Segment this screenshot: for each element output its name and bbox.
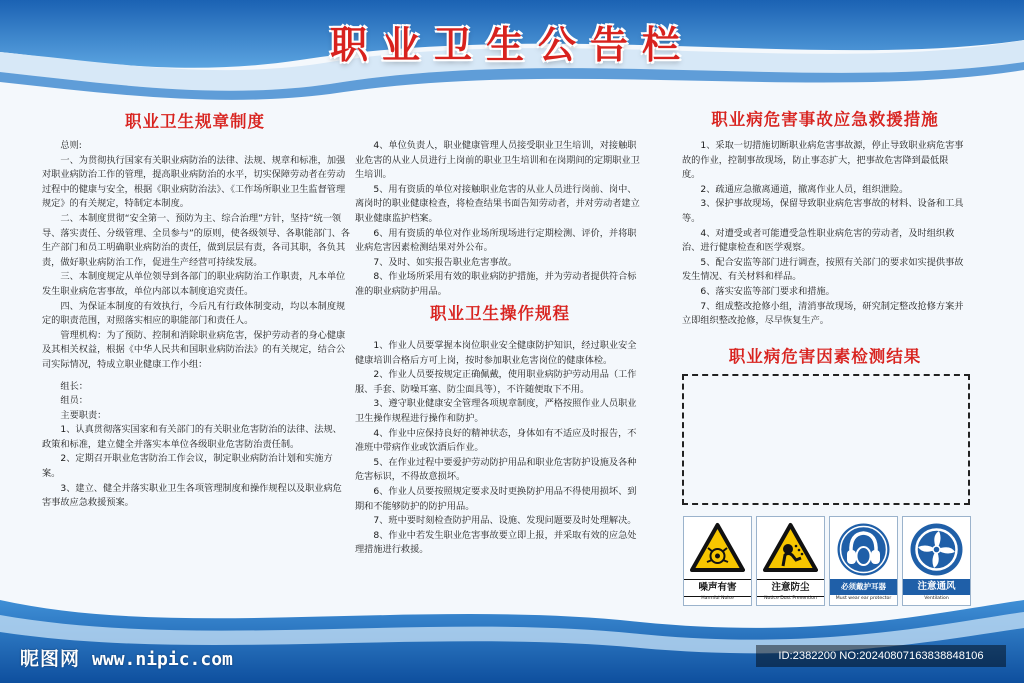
- right-paragraph: 7、组成整改抢修小组，清消事故现场，研究制定整改抢修方案并立即组织整改抢修，尽早恢复生产。: [682, 300, 964, 327]
- watermark-id: ID:2382200 NO:20240807163838848106: [756, 645, 1006, 667]
- results-section-title: 职业病危害因素检测结果: [728, 347, 922, 366]
- left-paragraph: 三、本制度规定从单位领导到各部门的职业病防治工作职责，凡本单位发生职业病危害事故，单位内部以本制度追究责任。: [42, 271, 346, 297]
- middle-paragraph: 7、班中要时刻检查防护用品、设施、发现问题要及时处理解决。: [373, 515, 637, 527]
- safety-sign-ventilation: [902, 516, 971, 606]
- left-paragraph: 一、为贯彻执行国家有关职业病防治的法律、法规、规章和标准，加强对职业病防治工作的管理，提高职业病防治的水平，切实保障劳动者在劳动过程中的健康与安全，根据《职业病防治法》、《工作场所职业卫生监督管理规定》的有关规定，特制定本制度。: [42, 154, 346, 210]
- middle-top-paragraph: 5、用有资质的单位对接触职业危害的从业人员进行岗前、岗中、离岗时的职业健康检查，将检查结果书面告知劳动者，并对劳动者建立职业健康监护档案。: [355, 183, 640, 224]
- safety-sign-noise: [683, 516, 752, 606]
- right-paragraph: 6、落实安监等部门要求和措施。: [700, 285, 835, 297]
- middle-paragraph: 8、作业中若发生职业危害事故要立即上报，并采取有效的应急处理措施进行救援。: [355, 529, 637, 556]
- right-paragraph: 4、对遭受或者可能遭受急性职业病危害的劳动者，及时组织救治、进行健康检查和医学观察。: [682, 227, 955, 254]
- right-paragraph: 1、采取一切措施切断职业病危害事故源，停止导致职业病危害事故的作业，控制事故现场，防止事态扩大，把事故危害降到最低限度。: [682, 140, 964, 181]
- sign-english: Notice Dust Prevention: [764, 596, 817, 601]
- ear-protector-icon: [836, 522, 891, 577]
- middle-paragraph: 1、作业人员要掌握本岗位职业安全健康防护知识，经过职业安全健康培训合格后方可上岗，按时参加职业危害岗位的健康体检。: [355, 340, 637, 366]
- middle-top-body: [355, 139, 640, 300]
- right-paragraph: 2、疏通应急撤离通道，撤离作业人员，组织泄险。: [700, 183, 909, 195]
- left-paragraph: 管理机构：为了预防、控制和消除职业病危害，保护劳动者的身心健康及其相关权益，根据《中华人民共和国职业病防治法》的有关规定，结合公司实际情况，特成立职业健康工作小组：: [42, 329, 346, 370]
- middle-paragraph: 4、作业中应保持良好的精神状态，身体如有不适应及时报告，不准班中带病作业或饮酒后作业。: [355, 427, 637, 454]
- dust-warning-icon: [763, 522, 818, 574]
- middle-top-paragraph: 6、用有资质的单位对作业场所现场进行定期检测、评价，并将职业病危害因素检测结果对外公布。: [355, 227, 637, 254]
- left-paragraph: 组长：: [60, 380, 88, 392]
- watermark-site: [20, 644, 233, 671]
- sign-label: 噪声有害: [684, 579, 751, 597]
- left-paragraph: 2、定期召开职业危害防治工作会议，制定职业病防治计划和实施方案。: [42, 453, 333, 480]
- left-paragraph: 主要职责：: [60, 409, 107, 421]
- left-paragraph: 1、认真贯彻落实国家和有关部门的有关职业危害防治的法律、法规、政策和标准，建立健全并落实本单位各级职业危害防治责任制。: [42, 424, 342, 450]
- middle-top-paragraph: 8、作业场所采用有效的职业病防护措施，并为劳动者提供符合标准的职业病防护用品。: [355, 271, 637, 297]
- middle-paragraph: 3、遵守职业健康安全管理各项规章制度，严格按照作业人员职业卫生操作规程进行操作和防护。: [355, 398, 637, 424]
- sign-english: Harmful Noise: [701, 596, 734, 601]
- sign-label: 必须戴护耳器: [830, 579, 897, 595]
- middle-paragraph: 2、作业人员要按规定正确佩戴，使用职业病防护劳动用品（工作服、手套、防噪耳塞、防尘面具等），不许随便取下不用。: [355, 369, 637, 395]
- sign-label: 注意通风: [903, 579, 970, 595]
- safety-sign-dust: [756, 516, 825, 606]
- left-paragraph: 总则:: [60, 140, 82, 151]
- middle-paragraph: 5、在作业过程中要爱护劳动防护用品和职业危害防护设施及各种危害标识，不得故意损坏。: [355, 456, 637, 483]
- middle-top-paragraph: 7、及时、如实报告职业危害事故。: [373, 256, 518, 268]
- sign-label: 注意防尘: [757, 579, 824, 597]
- results-placeholder-box: [682, 374, 970, 505]
- noise-warning-icon: [690, 522, 745, 574]
- left-paragraph: 组员：: [60, 395, 88, 407]
- right-paragraph: 5、配合安监等部门进行调查，按照有关部门的要求如实提供事故发生情况、有关材料和样品。: [682, 256, 964, 283]
- middle-top-paragraph: 4、单位负责人，职业健康管理人员接受职业卫生培训，对接触职业危害的从业人员进行上岗前的职业卫生培训和在岗期间的定期职业卫生培训。: [355, 140, 640, 181]
- middle-section-body: [355, 339, 640, 558]
- left-paragraph: 二、本制度贯彻“安全第一、预防为主、综合治理”方针，坚持“统一领导、落实责任、分级管理、全员参与”的原则，使各级领导、各职能部门、各生产部门和员工明确职业病防治的责任，做到层层有责，各司其职，各负其责，做好职业病防治工作，促进生产经营可持续发展。: [42, 212, 350, 268]
- sign-english: Must wear ear protector: [835, 596, 892, 601]
- sign-english: Ventilation: [924, 596, 949, 601]
- right-section-body: [682, 139, 966, 329]
- left-paragraph: 四、为保证本制度的有效执行，今后凡有行政体制变动，均以本制度规定的职责范围，对照落实相应的职能部门和责任人。: [42, 300, 346, 327]
- watermark-site-url: www.nipic.com: [92, 649, 233, 670]
- ventilation-icon: [909, 522, 964, 577]
- right-paragraph: 3、保护事故现场，保留导致职业病危害事故的材料、设备和工具等。: [682, 198, 964, 224]
- middle-paragraph: 6、作业人员要按照规定要求及时更换防护用品不得使用损坏、到期和不能够防护的防护用品。: [355, 485, 637, 512]
- left-section-title: 职业卫生规章制度: [125, 112, 265, 131]
- middle-section-title: 职业卫生操作规程: [430, 304, 570, 323]
- watermark-site-name: 昵图网: [20, 648, 81, 670]
- safety-sign-ear-protector: [829, 516, 898, 606]
- left-section-body: [42, 139, 350, 511]
- right-section-title: 职业病危害事故应急救援措施: [711, 110, 939, 129]
- board-title: 职业卫生公告栏: [329, 22, 694, 67]
- left-paragraph: 3、建立、健全并落实职业卫生各项管理制度和操作规程以及职业病危害事故应急救援预案。: [42, 482, 342, 509]
